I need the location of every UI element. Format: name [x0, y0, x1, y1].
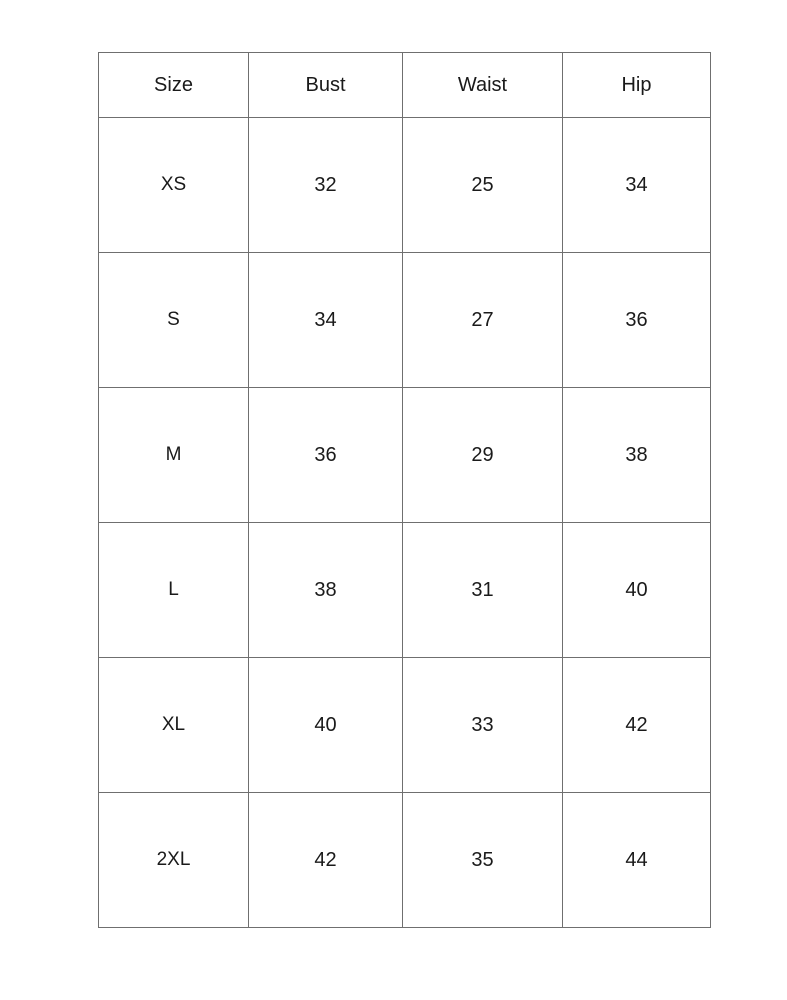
- hip-cell: 36: [563, 253, 711, 388]
- waist-cell: 25: [403, 118, 563, 253]
- bust-cell: 38: [249, 523, 403, 658]
- waist-cell: 35: [403, 793, 563, 928]
- size-cell: XS: [99, 118, 249, 253]
- header-waist: Waist: [403, 53, 563, 118]
- bust-cell: 42: [249, 793, 403, 928]
- waist-cell: 29: [403, 388, 563, 523]
- size-cell: 2XL: [99, 793, 249, 928]
- hip-cell: 44: [563, 793, 711, 928]
- hip-cell: 40: [563, 523, 711, 658]
- table-row: [99, 793, 711, 928]
- waist-cell: 27: [403, 253, 563, 388]
- table-row: [99, 388, 711, 523]
- table-row: [99, 118, 711, 253]
- hip-cell: 34: [563, 118, 711, 253]
- waist-cell: 31: [403, 523, 563, 658]
- table-row: [99, 523, 711, 658]
- size-cell: XL: [99, 658, 249, 793]
- hip-cell: 42: [563, 658, 711, 793]
- size-cell: L: [99, 523, 249, 658]
- table-header: [99, 53, 711, 118]
- size-cell: M: [99, 388, 249, 523]
- hip-cell: 38: [563, 388, 711, 523]
- size-cell: S: [99, 253, 249, 388]
- header-bust: Bust: [249, 53, 403, 118]
- table-row: [99, 658, 711, 793]
- table-row: [99, 253, 711, 388]
- bust-cell: 32: [249, 118, 403, 253]
- bust-cell: 40: [249, 658, 403, 793]
- header-size: Size: [99, 53, 249, 118]
- bust-cell: 36: [249, 388, 403, 523]
- bust-cell: 34: [249, 253, 403, 388]
- header-hip: Hip: [563, 53, 711, 118]
- size-chart-table: [98, 52, 711, 928]
- table-body: [99, 118, 711, 928]
- waist-cell: 33: [403, 658, 563, 793]
- header-row: [99, 53, 711, 118]
